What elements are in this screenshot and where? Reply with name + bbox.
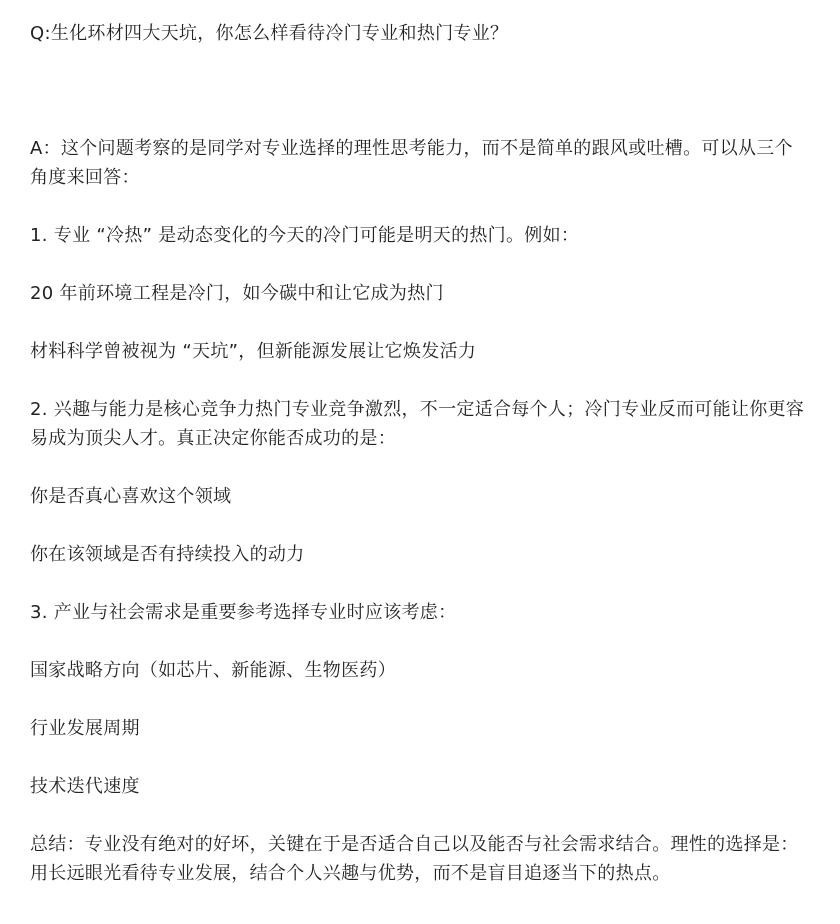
point-3-heading: 3. 产业与社会需求是重要参考选择专业时应该考虑： — [30, 602, 457, 623]
point-3-item: 技术迭代速度 — [30, 776, 140, 797]
point-2-item: 你在该领域是否有持续投入的动力 — [30, 544, 305, 565]
point-1-example: 20 年前环境工程是冷门，如今碳中和让它成为热门 — [30, 283, 444, 304]
answer-intro: A：这个问题考察的是同学对专业选择的理性思考能力，而不是简单的跟风或吐槽。可以从三个角度来回答： — [30, 138, 793, 188]
point-3-item: 国家战略方向（如芯片、新能源、生物医药） — [30, 660, 396, 681]
point-1-example: 材料科学曾被视为 “天坑”，但新能源发展让它焕发活力 — [30, 341, 477, 362]
question-text: Q:生化环材四大天坑，你怎么样看待冷门专业和热门专业？ — [30, 23, 509, 44]
point-1-heading: 1. 专业 “冷热” 是动态变化的今天的冷门可能是明天的热门。例如： — [30, 225, 580, 246]
summary-text: 总结：专业没有绝对的好坏，关键在于是否适合自己以及能否与社会需求结合。理性的选择是：用长远眼光看待专业发展，结合个人兴趣与优势，而不是盲目追逐当下的热点。 — [30, 834, 799, 884]
point-2-heading: 2. 兴趣与能力是核心竞争力热门专业竞争激烈，不一定适合每个人；冷门专业反而可能让你更容易成为顶尖人才。真正决定你能否成功的是： — [30, 399, 805, 449]
point-3-item: 行业发展周期 — [30, 718, 140, 739]
point-2-item: 你是否真心喜欢这个领域 — [30, 486, 232, 507]
